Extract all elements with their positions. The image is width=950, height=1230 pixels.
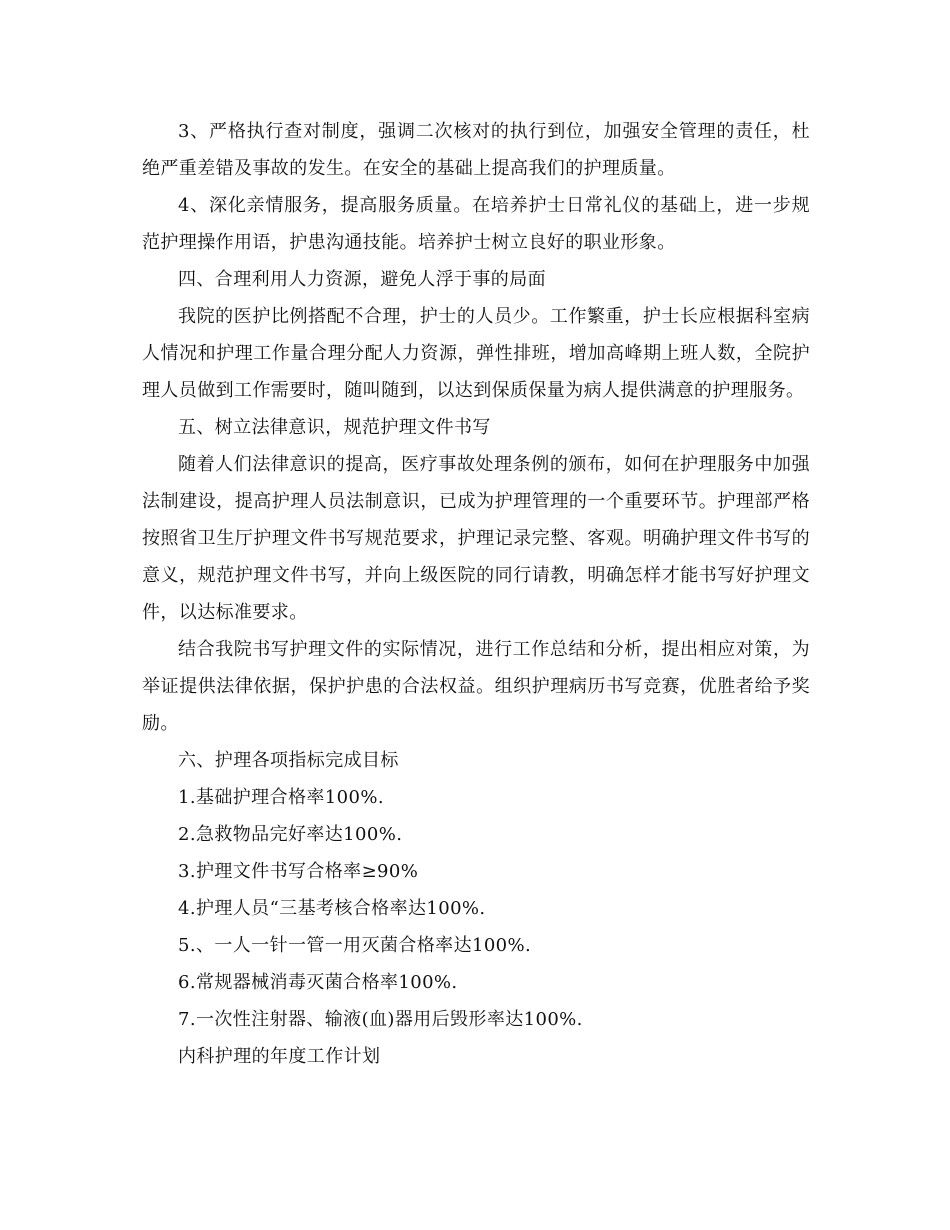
- list-item: 2.急救物品完好率达100%.: [178, 824, 403, 845]
- paragraph-staffing: 我院的医护比例搭配不合理，护士的人员少。工作繁重，护士长应根据科室病人情况和护理工作量合理分配人力资源，弹性排班，增加高峰期上班人数，全院护理人员做到工作需要时，随叫随到，以达到保质保量为病人提供满意的护理服务。: [142, 306, 810, 401]
- section-heading-legal-awareness: 五、树立法律意识，规范护理文件书写: [178, 417, 491, 438]
- list-item: 5.、一人一针一管一用灭菌合格率达100%.: [178, 935, 532, 956]
- list-item: 7.一次性注射器、输液(血)器用后毁形率达100%.: [178, 1009, 583, 1030]
- list-item: 1.基础护理合格率100%.: [178, 787, 384, 808]
- document-body: [142, 113, 810, 1075]
- paragraph-legal-construction: 随着人们法律意识的提高，医疗事故处理条例的颁布，如何在护理服务中加强法制建设，提高护理人员法制意识，已成为护理管理的一个重要环节。护理部严格按照省卫生厅护理文件书写规范要求，护理记录完整、客观。明确护理文件书写的意义，规范护理文件书写，并向上级医院的同行请教，明确怎样才能书写好护理文件，以达标准要求。: [142, 454, 810, 623]
- section-heading-targets: 六、护理各项指标完成目标: [178, 750, 399, 771]
- list-item: 3.护理文件书写合格率≥90%: [178, 861, 419, 882]
- section-heading-human-resources: 四、合理利用人力资源，避免人浮于事的局面: [178, 269, 546, 290]
- list-item: 4.护理人员“三基考核合格率达100%.: [178, 898, 486, 919]
- list-item: 6.常规器械消毒灭菌合格率100%.: [178, 972, 458, 993]
- targets-list: [142, 779, 810, 1038]
- paragraph-strict-verification: 3、严格执行查对制度，强调二次核对的执行到位，加强安全管理的责任，杜绝严重差错及事故的发生。在安全的基础上提高我们的护理质量。: [142, 121, 810, 179]
- paragraph-documentation-analysis: 结合我院书写护理文件的实际情况，进行工作总结和分析，提出相应对策，为举证提供法律依据，保护护患的合法权益。组织护理病历书写竞赛，优胜者给予奖励。: [142, 639, 810, 734]
- paragraph-family-service: 4、深化亲情服务，提高服务质量。在培养护士日常礼仪的基础上，进一步规范护理操作用语，护患沟通技能。培养护士树立良好的职业形象。: [142, 195, 810, 253]
- closing-title: 内科护理的年度工作计划: [178, 1046, 381, 1067]
